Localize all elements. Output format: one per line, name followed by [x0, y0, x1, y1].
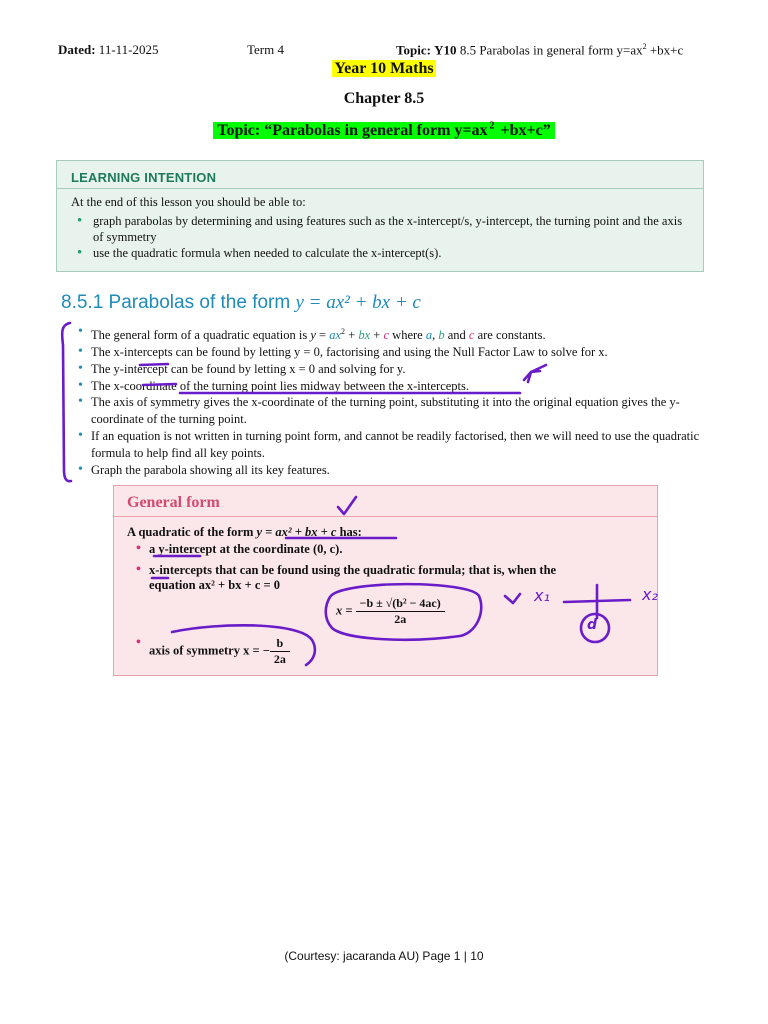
section-heading: 8.5.1 Parabolas of the form y = ax² + bx + c	[61, 292, 421, 313]
header-topic: Topic: Y10 8.5 Parabolas in general form $y=ax^2 +bx+c$	[396, 42, 684, 58]
list-item: • The x-intercepts can be found by letting y = 0, factorising and using the Null Factor Law to solve for x.	[78, 344, 708, 361]
annotation-x2: x₂	[642, 585, 658, 604]
general-form-item-axis: • axis of symmetry x = − $\frac{b}{2a}$	[136, 636, 290, 667]
left-bracket	[62, 323, 71, 481]
annotation-circled-letter: d	[587, 617, 598, 633]
general-form-heading: General form	[127, 494, 220, 511]
learning-intention-heading: LEARNING INTENTION	[71, 170, 217, 185]
header-dated: Dated: 11-11-2025	[58, 42, 159, 57]
list-item: • If an equation is not written in turning point form, and cannot be readily factorised, then we will need to use the quadratic formula to help find all key points.	[78, 428, 708, 462]
list-item: • The general form of a quadratic equation is $y = ax^2$ + bx + c where a, b and c are constants.	[78, 324, 708, 344]
general-form-intro: A quadratic of the form y = ax² + bx + c has:	[127, 525, 362, 539]
general-form-item-xintercepts: • x-intercepts that can be found using the quadratic formula; that is, when the equation ax² + bx + c = 0	[136, 563, 556, 593]
list-item: • The y-intercept can be found by letting x = 0 and solving for y.	[78, 361, 708, 378]
header-term: Term 4	[247, 42, 284, 57]
list-item: • The axis of symmetry gives the x-coordinate of the turning point, substituting it into the original equation gives the y-coordinate of the turning point.	[78, 394, 708, 428]
learning-intention-box	[56, 160, 704, 272]
list-item: • Graph the parabola showing all its key features.	[78, 462, 708, 479]
list-item: • The x-coordinate of the turning point lies midway between the x-intercepts.	[78, 378, 708, 395]
list-item: • graph parabolas by determining and using features such as the x-intercept/s, y-intercept, the turning point and the axis of symmetry	[77, 213, 693, 245]
learning-intention-intro: At the end of this lesson you should be able to:	[71, 195, 306, 209]
page-title: Year 10 Maths	[334, 60, 434, 77]
general-form-item-yintercept: • a y-intercept at the coordinate (0, c).	[136, 542, 342, 557]
list-item: • use the quadratic formula when needed to calculate the x-intercept(s).	[77, 245, 693, 261]
learning-intention-list	[77, 213, 693, 261]
key-points-list	[78, 324, 708, 478]
page-footer: (Courtesy: jacaranda AU) Page 1 | 10	[284, 949, 484, 963]
quadratic-formula: x = $\frac{\text{−b ± √(b² − 4ac)}}{2a}$	[336, 596, 445, 627]
annotation-x1: x₁	[534, 586, 550, 605]
chapter-title: Chapter 8.5	[343, 90, 425, 107]
topic-banner: Topic: “Parabolas in general form y=ax $^2$ +bx+c”	[0, 121, 768, 140]
general-form-box	[113, 485, 658, 676]
